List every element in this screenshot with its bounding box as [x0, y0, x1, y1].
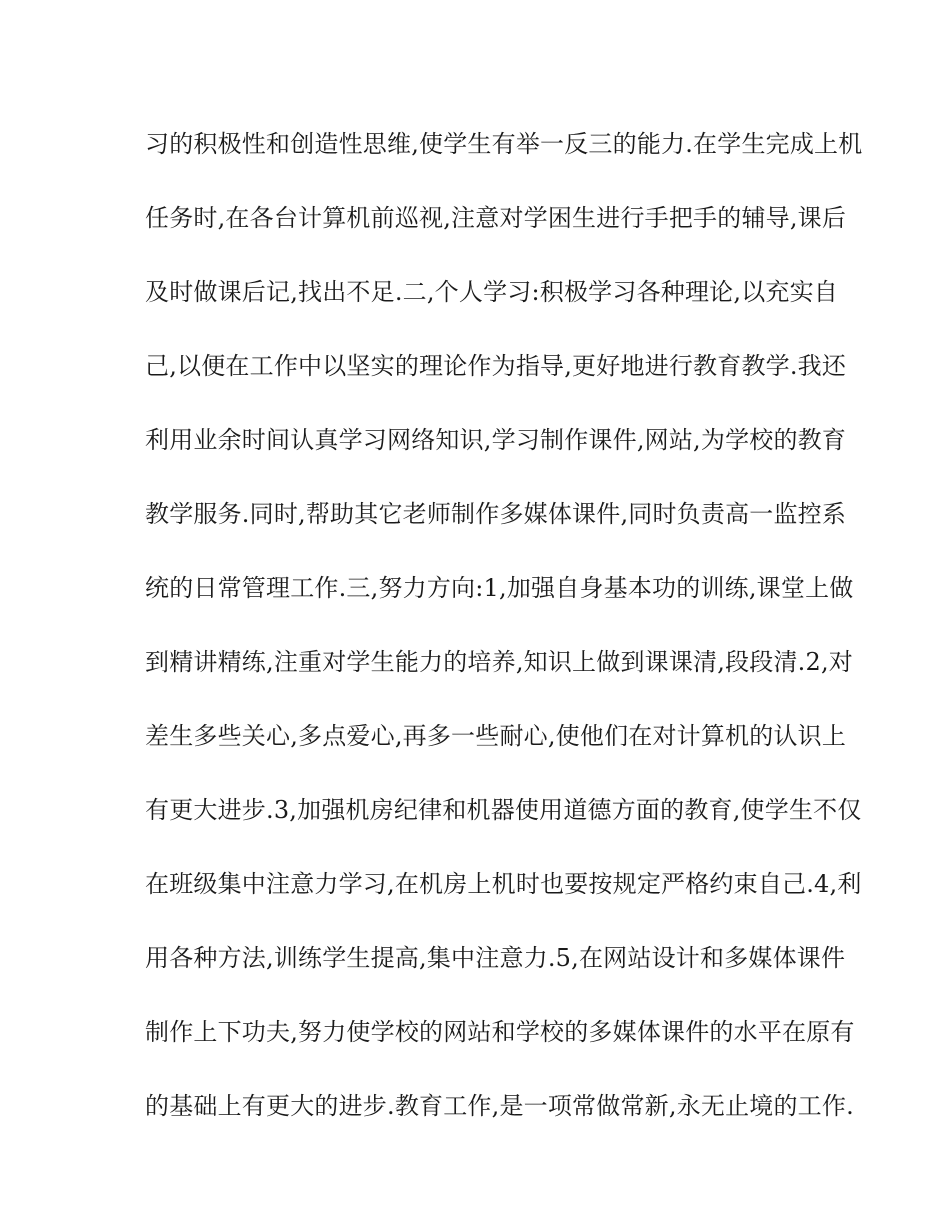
text-line-6: 教学服务.同时,帮助其它老师制作多媒体课件,同时负责高一监控系 — [145, 500, 847, 528]
text-line-12: 用各种方法,训练学生提高,集中注意力.5,在网站设计和多媒体课件 — [145, 944, 846, 972]
text-line-8: 到精讲精练,注重对学生能力的培养,知识上做到课课清,段段清.2,对 — [145, 648, 854, 676]
text-line-9: 差生多些关心,多点爱心,再多一些耐心,使他们在对计算机的认识上 — [145, 722, 847, 750]
text-line-4: 己,以便在工作中以坚实的理论作为指导,更好地进行教育教学.我还 — [145, 352, 847, 380]
text-line-2: 任务时,在各台计算机前巡视,注意对学困生进行手把手的辅导,课后 — [145, 204, 847, 232]
text-line-1: 习的积极性和创造性思维,使学生有举一反三的能力.在学生完成上机 — [145, 130, 863, 158]
text-line-14: 的基础上有更大的进步.教育工作,是一项常做常新,永无止境的工作. — [145, 1092, 854, 1120]
text-line-5: 利用业余时间认真学习网络知识,学习制作课件,网站,为学校的教育 — [145, 426, 847, 454]
text-line-13: 制作上下功夫,努力使学校的网站和学校的多媒体课件的水平在原有 — [145, 1018, 855, 1046]
text-line-11: 在班级集中注意力学习,在机房上机时也要按规定严格约束自己.4,利 — [145, 870, 862, 898]
text-line-3: 及时做课后记,找出不足.二,个人学习:积极学习各种理论,以充实自 — [145, 278, 838, 306]
text-line-10: 有更大进步.3,加强机房纪律和机器使用道德方面的教育,使学生不仅 — [145, 796, 862, 824]
body-text — [145, 121, 863, 1157]
text-line-7: 统的日常管理工作.三,努力方向:1,加强自身基本功的训练,课堂上做 — [145, 574, 854, 602]
